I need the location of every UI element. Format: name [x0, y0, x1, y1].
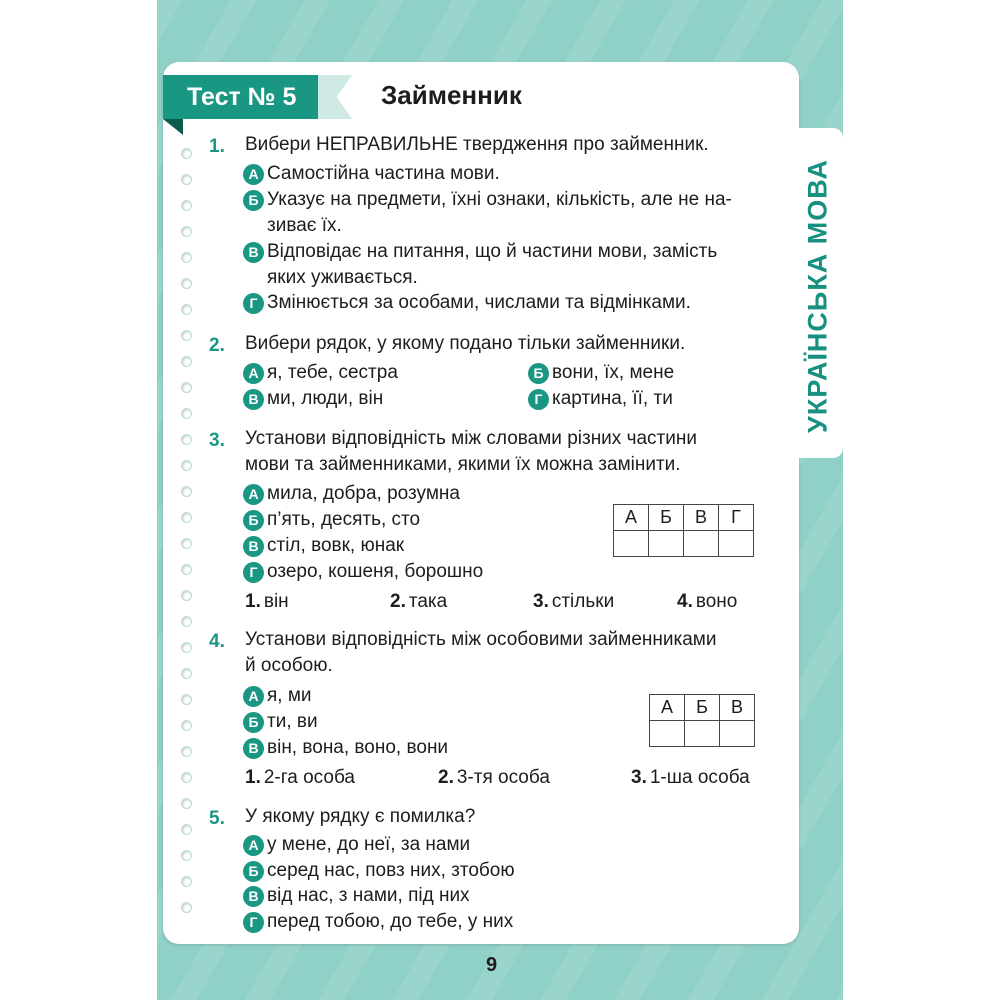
grid-header-cell: Б: [649, 505, 684, 531]
match-answer-text: стільки: [551, 591, 615, 612]
binding-hole: [181, 304, 192, 315]
answer-option[interactable]: [528, 386, 673, 412]
option-text: стіл, вовк, юнак: [267, 535, 405, 556]
match-answer: [245, 591, 289, 613]
grid-header-cell: А: [650, 695, 685, 721]
match-answer: [390, 591, 447, 613]
option-text: п’ять, десять, сто: [267, 509, 421, 530]
answer-option[interactable]: [243, 161, 500, 187]
option-letter-badge: Г: [243, 293, 264, 314]
match-answer-number: 3.: [533, 591, 549, 612]
option-text: перед тобою, до тебе, у них: [267, 911, 514, 932]
option-text: Самостійна частина мови.: [267, 163, 500, 184]
binding-hole: [181, 798, 192, 809]
subject-label: УКРАЇНСЬКА МОВА: [802, 159, 833, 433]
option-letter-badge: Б: [243, 510, 264, 531]
option-text: я, тебе, сестра: [267, 362, 398, 383]
match-answer: [533, 591, 614, 613]
match-answer: [438, 767, 550, 789]
binding-hole: [181, 460, 192, 471]
answer-option[interactable]: [528, 360, 674, 386]
option-text: Змінюється за особами, числами та відмінками.: [267, 292, 691, 313]
grid-answer-cell[interactable]: [650, 721, 685, 747]
binding-hole: [181, 746, 192, 757]
binding-hole: [181, 226, 192, 237]
binding-hole: [181, 486, 192, 497]
binding-hole: [181, 876, 192, 887]
question-text: й особою.: [245, 655, 333, 676]
option-text: ми, люди, він: [267, 388, 384, 409]
option-letter-badge: В: [243, 536, 264, 557]
option-letter-badge: Г: [243, 562, 264, 583]
binding-hole: [181, 720, 192, 731]
binding-holes: [181, 148, 193, 928]
option-letter-badge: Б: [243, 861, 264, 882]
binding-hole: [181, 148, 192, 159]
option-letter-badge: А: [243, 484, 264, 505]
binding-hole: [181, 668, 192, 679]
badge-fold-shape: [163, 119, 183, 135]
binding-hole: [181, 616, 192, 627]
answer-option[interactable]: [243, 239, 717, 265]
answer-option[interactable]: [243, 507, 420, 533]
answer-grid: [649, 694, 755, 747]
match-answer-number: 1.: [245, 767, 261, 788]
match-answer: [631, 767, 750, 789]
binding-hole: [181, 278, 192, 289]
test-number-badge: [163, 75, 318, 119]
answer-option[interactable]: [243, 883, 470, 909]
answer-option[interactable]: [243, 858, 515, 884]
answer-option[interactable]: [243, 290, 691, 316]
match-answer-text: 1-ша особа: [649, 767, 750, 788]
binding-hole: [181, 382, 192, 393]
question-text: мови та займенниками, якими їх можна замінити.: [245, 454, 681, 475]
binding-hole: [181, 824, 192, 835]
binding-hole: [181, 434, 192, 445]
option-text: у мене, до неї, за нами: [267, 834, 471, 855]
binding-hole: [181, 408, 192, 419]
grid-header-cell: Г: [719, 505, 754, 531]
match-answer-number: 4.: [677, 591, 693, 612]
option-text: озеро, кошеня, борошно: [267, 561, 484, 582]
question-text: Вибери рядок, у якому подано тільки займенники.: [245, 333, 686, 354]
option-text: вони, їх, мене: [552, 362, 675, 383]
option-letter-badge: Г: [528, 389, 549, 410]
grid-header-cell: А: [614, 505, 649, 531]
answer-option[interactable]: [243, 559, 483, 585]
match-answer-number: 2.: [390, 591, 406, 612]
grid-header-cell: В: [720, 695, 755, 721]
answer-option[interactable]: [243, 909, 513, 935]
option-text: ти, ви: [267, 711, 318, 732]
grid-answer-cell[interactable]: [720, 721, 755, 747]
match-answer: [245, 767, 355, 789]
page-title: Займенник: [381, 80, 522, 110]
binding-hole: [181, 850, 192, 861]
option-text-continued: зиває їх.: [267, 215, 342, 236]
question-number: 5.: [209, 808, 225, 829]
binding-hole: [181, 902, 192, 913]
option-text: Відповідає на питання, що й частини мови, замість: [267, 241, 718, 262]
question-number: 3.: [209, 430, 225, 451]
option-text: Указує на предмети, їхні ознаки, кількість, але не на-: [267, 189, 732, 210]
grid-answer-cell[interactable]: [614, 531, 649, 557]
match-answer-number: 1.: [245, 591, 261, 612]
binding-hole: [181, 564, 192, 575]
match-answer-text: така: [408, 591, 448, 612]
option-text: мила, добра, розумна: [267, 483, 460, 504]
binding-hole: [181, 512, 192, 523]
match-answer-text: 3-тя особа: [456, 767, 550, 788]
option-letter-badge: Г: [243, 912, 264, 933]
option-letter-badge: А: [243, 363, 264, 384]
question-number: 1.: [209, 136, 225, 157]
option-letter-badge: Б: [243, 190, 264, 211]
binding-hole: [181, 356, 192, 367]
option-text-continued: яких уживається.: [267, 267, 418, 288]
grid-answer-cell[interactable]: [684, 531, 719, 557]
question-number: 2.: [209, 335, 225, 356]
binding-hole: [181, 174, 192, 185]
answer-option[interactable]: [243, 832, 470, 858]
option-letter-badge: В: [243, 886, 264, 907]
question-text: У якому рядку є помилка?: [245, 806, 476, 827]
match-answer: [677, 591, 737, 613]
option-text: я, ми: [267, 685, 312, 706]
match-answer-text: 2-га особа: [263, 767, 355, 788]
answer-option[interactable]: [243, 533, 404, 559]
binding-hole: [181, 590, 192, 601]
option-letter-badge: Б: [243, 712, 264, 733]
answer-option[interactable]: [243, 481, 460, 507]
match-answer-text: він: [263, 591, 289, 612]
grid-answer-cell[interactable]: [719, 531, 754, 557]
binding-hole: [181, 252, 192, 263]
binding-hole: [181, 772, 192, 783]
answer-option[interactable]: [243, 735, 448, 761]
option-letter-badge: В: [243, 242, 264, 263]
question-text: Установи відповідність між особовими займенниками: [245, 629, 717, 650]
grid-answer-cell[interactable]: [685, 721, 720, 747]
question-text: Установи відповідність між словами різних частини: [245, 428, 697, 449]
match-answer-number: 2.: [438, 767, 454, 788]
answer-option[interactable]: [243, 360, 398, 386]
match-answer-number: 3.: [631, 767, 647, 788]
option-text: від нас, з нами, під них: [267, 885, 470, 906]
answer-option[interactable]: [243, 187, 732, 213]
binding-hole: [181, 538, 192, 549]
grid-header-cell: Б: [685, 695, 720, 721]
answer-option[interactable]: [243, 709, 318, 735]
option-text: він, вона, воно, вони: [267, 737, 449, 758]
grid-answer-cell[interactable]: [649, 531, 684, 557]
question-text: Вибери НЕПРАВИЛЬНЕ твердження про займенник.: [245, 134, 709, 155]
option-letter-badge: В: [243, 738, 264, 759]
binding-hole: [181, 642, 192, 653]
answer-option[interactable]: [243, 386, 383, 412]
option-letter-badge: А: [243, 835, 264, 856]
question-number: 4.: [209, 631, 225, 652]
option-text: картина, її, ти: [552, 388, 673, 409]
match-answer-text: воно: [695, 591, 738, 612]
answer-grid: [613, 504, 754, 557]
page-number: 9: [486, 954, 498, 976]
test-number-label: Тест № 5: [187, 82, 297, 111]
grid-header-cell: В: [684, 505, 719, 531]
option-letter-badge: В: [243, 389, 264, 410]
option-letter-badge: А: [243, 164, 264, 185]
answer-option[interactable]: [243, 683, 312, 709]
option-letter-badge: Б: [528, 363, 549, 384]
binding-hole: [181, 694, 192, 705]
binding-hole: [181, 330, 192, 341]
option-letter-badge: А: [243, 686, 264, 707]
option-text: серед нас, повз них, зтобою: [267, 860, 515, 881]
binding-hole: [181, 200, 192, 211]
